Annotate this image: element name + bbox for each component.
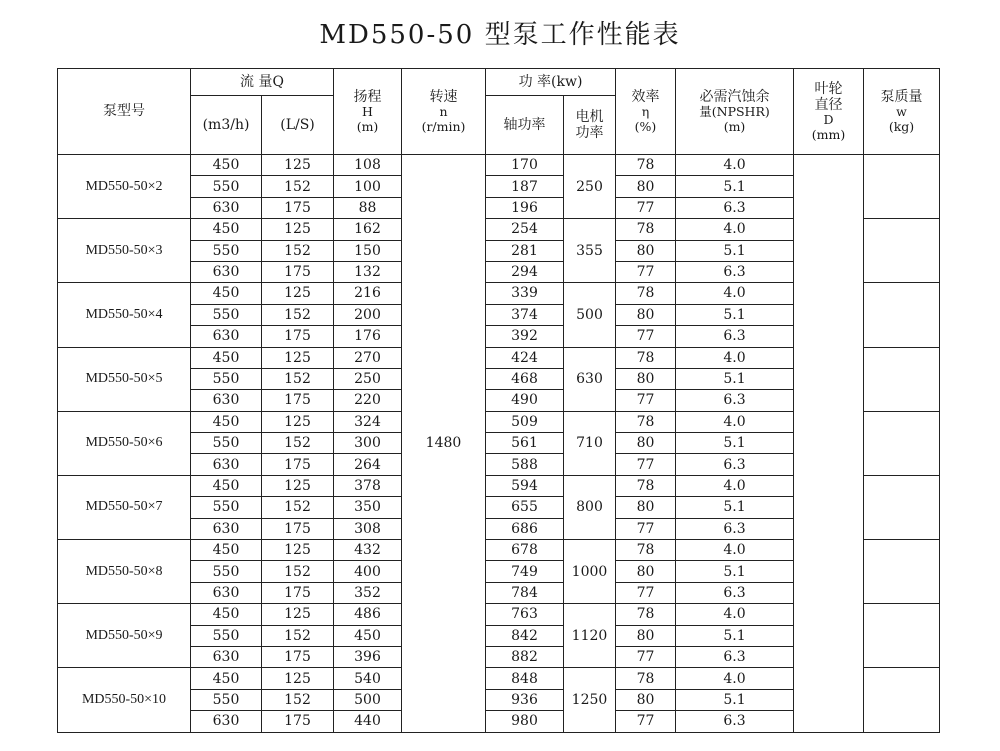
efficiency-cell: 78 xyxy=(616,411,676,432)
shaft-power-cell: 882 xyxy=(486,646,564,667)
head-cell: 200 xyxy=(334,304,402,325)
model-cell: MD550-50×4 xyxy=(58,283,191,347)
head-cell: 100 xyxy=(334,176,402,197)
efficiency-cell: 78 xyxy=(616,155,676,176)
head-cell: 400 xyxy=(334,561,402,582)
shaft-power-cell: 678 xyxy=(486,540,564,561)
efficiency-cell: 77 xyxy=(616,582,676,603)
efficiency-cell: 80 xyxy=(616,176,676,197)
efficiency-cell: 78 xyxy=(616,219,676,240)
efficiency-cell: 78 xyxy=(616,668,676,689)
flow-m3h-cell: 450 xyxy=(191,155,262,176)
efficiency-cell: 80 xyxy=(616,625,676,646)
head-cell: 88 xyxy=(334,197,402,218)
flow-ls-cell: 152 xyxy=(262,561,334,582)
flow-ls-cell: 152 xyxy=(262,240,334,261)
npshr-cell: 4.0 xyxy=(676,283,794,304)
shaft-power-cell: 686 xyxy=(486,518,564,539)
efficiency-cell: 80 xyxy=(616,368,676,389)
shaft-power-cell: 655 xyxy=(486,497,564,518)
model-cell: MD550-50×3 xyxy=(58,219,191,283)
head-cell: 350 xyxy=(334,497,402,518)
head-cell: 440 xyxy=(334,711,402,732)
model-cell: MD550-50×8 xyxy=(58,540,191,604)
flow-ls-cell: 152 xyxy=(262,625,334,646)
head-cell: 396 xyxy=(334,646,402,667)
model-cell: MD550-50×6 xyxy=(58,411,191,475)
header-head: 扬程 H (m) xyxy=(334,69,402,155)
npshr-cell: 6.3 xyxy=(676,197,794,218)
npshr-cell: 6.3 xyxy=(676,646,794,667)
efficiency-cell: 77 xyxy=(616,518,676,539)
motor-power-cell: 1250 xyxy=(564,668,616,732)
motor-power-cell: 800 xyxy=(564,475,616,539)
header-flow-ls: (L/S) xyxy=(262,96,334,155)
head-cell: 250 xyxy=(334,368,402,389)
shaft-power-cell: 842 xyxy=(486,625,564,646)
npshr-cell: 5.1 xyxy=(676,689,794,710)
weight-cell xyxy=(864,347,940,411)
flow-ls-cell: 175 xyxy=(262,518,334,539)
efficiency-cell: 78 xyxy=(616,347,676,368)
shaft-power-cell: 509 xyxy=(486,411,564,432)
flow-m3h-cell: 630 xyxy=(191,582,262,603)
motor-power-cell: 1120 xyxy=(564,604,616,668)
flow-m3h-cell: 550 xyxy=(191,368,262,389)
shaft-power-cell: 196 xyxy=(486,197,564,218)
flow-m3h-cell: 630 xyxy=(191,326,262,347)
npshr-cell: 4.0 xyxy=(676,540,794,561)
head-cell: 132 xyxy=(334,261,402,282)
flow-m3h-cell: 450 xyxy=(191,540,262,561)
efficiency-cell: 78 xyxy=(616,540,676,561)
head-cell: 352 xyxy=(334,582,402,603)
npshr-cell: 4.0 xyxy=(676,475,794,496)
npshr-cell: 4.0 xyxy=(676,411,794,432)
npshr-cell: 6.3 xyxy=(676,582,794,603)
head-cell: 432 xyxy=(334,540,402,561)
flow-m3h-cell: 550 xyxy=(191,561,262,582)
flow-m3h-cell: 450 xyxy=(191,604,262,625)
flow-m3h-cell: 450 xyxy=(191,475,262,496)
flow-ls-cell: 175 xyxy=(262,582,334,603)
flow-m3h-cell: 450 xyxy=(191,668,262,689)
head-cell: 108 xyxy=(334,155,402,176)
weight-cell xyxy=(864,155,940,219)
header-motor-power: 电机 功率 xyxy=(564,96,616,155)
npshr-cell: 6.3 xyxy=(676,711,794,732)
model-cell: MD550-50×5 xyxy=(58,347,191,411)
flow-ls-cell: 125 xyxy=(262,411,334,432)
flow-ls-cell: 125 xyxy=(262,668,334,689)
shaft-power-cell: 490 xyxy=(486,390,564,411)
shaft-power-cell: 588 xyxy=(486,454,564,475)
efficiency-cell: 77 xyxy=(616,390,676,411)
efficiency-cell: 77 xyxy=(616,197,676,218)
efficiency-cell: 77 xyxy=(616,646,676,667)
flow-ls-cell: 175 xyxy=(262,326,334,347)
speed-cell: 1480 xyxy=(402,155,486,733)
npshr-cell: 5.1 xyxy=(676,240,794,261)
flow-m3h-cell: 550 xyxy=(191,625,262,646)
head-cell: 176 xyxy=(334,326,402,347)
weight-cell xyxy=(864,540,940,604)
flow-m3h-cell: 550 xyxy=(191,433,262,454)
shaft-power-cell: 392 xyxy=(486,326,564,347)
model-cell: MD550-50×10 xyxy=(58,668,191,732)
shaft-power-cell: 339 xyxy=(486,283,564,304)
head-cell: 450 xyxy=(334,625,402,646)
motor-power-cell: 250 xyxy=(564,155,616,219)
header-flow: 流 量Q xyxy=(191,69,334,96)
flow-m3h-cell: 630 xyxy=(191,197,262,218)
flow-m3h-cell: 550 xyxy=(191,240,262,261)
motor-power-cell: 630 xyxy=(564,347,616,411)
flow-ls-cell: 175 xyxy=(262,261,334,282)
efficiency-cell: 80 xyxy=(616,433,676,454)
head-cell: 150 xyxy=(334,240,402,261)
head-cell: 486 xyxy=(334,604,402,625)
impeller-cell xyxy=(794,155,864,733)
npshr-cell: 4.0 xyxy=(676,604,794,625)
npshr-cell: 6.3 xyxy=(676,261,794,282)
model-cell: MD550-50×9 xyxy=(58,604,191,668)
efficiency-cell: 80 xyxy=(616,304,676,325)
header-shaft-power: 轴功率 xyxy=(486,96,564,155)
flow-ls-cell: 152 xyxy=(262,304,334,325)
efficiency-cell: 77 xyxy=(616,261,676,282)
efficiency-cell: 78 xyxy=(616,475,676,496)
flow-ls-cell: 152 xyxy=(262,368,334,389)
efficiency-cell: 77 xyxy=(616,711,676,732)
flow-m3h-cell: 550 xyxy=(191,497,262,518)
npshr-cell: 6.3 xyxy=(676,390,794,411)
efficiency-cell: 80 xyxy=(616,240,676,261)
flow-ls-cell: 175 xyxy=(262,197,334,218)
flow-m3h-cell: 550 xyxy=(191,689,262,710)
table-body xyxy=(58,155,940,733)
motor-power-cell: 710 xyxy=(564,411,616,475)
npshr-cell: 6.3 xyxy=(676,454,794,475)
efficiency-cell: 80 xyxy=(616,497,676,518)
motor-power-cell: 1000 xyxy=(564,540,616,604)
flow-ls-cell: 125 xyxy=(262,604,334,625)
head-cell: 308 xyxy=(334,518,402,539)
shaft-power-cell: 763 xyxy=(486,604,564,625)
header-weight: 泵质量 w (kg) xyxy=(864,69,940,155)
shaft-power-cell: 170 xyxy=(486,155,564,176)
flow-ls-cell: 152 xyxy=(262,497,334,518)
shaft-power-cell: 594 xyxy=(486,475,564,496)
head-cell: 324 xyxy=(334,411,402,432)
npshr-cell: 4.0 xyxy=(676,347,794,368)
header-power: 功 率(kw) xyxy=(486,69,616,96)
header-speed: 转速 n (r/min) xyxy=(402,69,486,155)
flow-ls-cell: 152 xyxy=(262,689,334,710)
flow-m3h-cell: 550 xyxy=(191,176,262,197)
flow-ls-cell: 125 xyxy=(262,219,334,240)
shaft-power-cell: 374 xyxy=(486,304,564,325)
flow-ls-cell: 125 xyxy=(262,155,334,176)
flow-m3h-cell: 630 xyxy=(191,390,262,411)
weight-cell xyxy=(864,219,940,283)
header-efficiency: 效率 η (%) xyxy=(616,69,676,155)
performance-table xyxy=(57,68,940,733)
weight-cell xyxy=(864,668,940,732)
npshr-cell: 6.3 xyxy=(676,326,794,347)
header-impeller: 叶轮 直径 D (mm) xyxy=(794,69,864,155)
shaft-power-cell: 936 xyxy=(486,689,564,710)
head-cell: 162 xyxy=(334,219,402,240)
header-model: 泵型号 xyxy=(58,69,191,155)
npshr-cell: 4.0 xyxy=(676,668,794,689)
efficiency-cell: 78 xyxy=(616,604,676,625)
head-cell: 270 xyxy=(334,347,402,368)
table-row xyxy=(58,155,940,176)
efficiency-cell: 78 xyxy=(616,283,676,304)
efficiency-cell: 77 xyxy=(616,326,676,347)
npshr-cell: 4.0 xyxy=(676,219,794,240)
flow-m3h-cell: 630 xyxy=(191,454,262,475)
head-cell: 378 xyxy=(334,475,402,496)
header-npshr: 必需汽蚀余 量(NPSHR) (m) xyxy=(676,69,794,155)
npshr-cell: 5.1 xyxy=(676,433,794,454)
flow-ls-cell: 175 xyxy=(262,646,334,667)
shaft-power-cell: 254 xyxy=(486,219,564,240)
shaft-power-cell: 468 xyxy=(486,368,564,389)
npshr-cell: 5.1 xyxy=(676,368,794,389)
head-cell: 300 xyxy=(334,433,402,454)
head-cell: 220 xyxy=(334,390,402,411)
weight-cell xyxy=(864,604,940,668)
flow-m3h-cell: 630 xyxy=(191,518,262,539)
npshr-cell: 5.1 xyxy=(676,304,794,325)
head-cell: 540 xyxy=(334,668,402,689)
npshr-cell: 5.1 xyxy=(676,561,794,582)
head-cell: 264 xyxy=(334,454,402,475)
flow-m3h-cell: 450 xyxy=(191,283,262,304)
flow-ls-cell: 125 xyxy=(262,540,334,561)
shaft-power-cell: 980 xyxy=(486,711,564,732)
weight-cell xyxy=(864,283,940,347)
flow-m3h-cell: 450 xyxy=(191,347,262,368)
shaft-power-cell: 424 xyxy=(486,347,564,368)
flow-m3h-cell: 630 xyxy=(191,711,262,732)
shaft-power-cell: 561 xyxy=(486,433,564,454)
shaft-power-cell: 749 xyxy=(486,561,564,582)
shaft-power-cell: 281 xyxy=(486,240,564,261)
weight-cell xyxy=(864,411,940,475)
page-title: MD550-50 型泵工作性能表 xyxy=(319,20,681,50)
npshr-cell: 5.1 xyxy=(676,625,794,646)
npshr-cell: 5.1 xyxy=(676,176,794,197)
flow-m3h-cell: 630 xyxy=(191,261,262,282)
flow-m3h-cell: 450 xyxy=(191,411,262,432)
flow-m3h-cell: 450 xyxy=(191,219,262,240)
flow-ls-cell: 152 xyxy=(262,176,334,197)
flow-ls-cell: 125 xyxy=(262,475,334,496)
flow-ls-cell: 125 xyxy=(262,283,334,304)
head-cell: 500 xyxy=(334,689,402,710)
shaft-power-cell: 784 xyxy=(486,582,564,603)
motor-power-cell: 355 xyxy=(564,219,616,283)
shaft-power-cell: 294 xyxy=(486,261,564,282)
flow-m3h-cell: 550 xyxy=(191,304,262,325)
model-cell: MD550-50×7 xyxy=(58,475,191,539)
header-row-1 xyxy=(58,69,940,96)
efficiency-cell: 77 xyxy=(616,454,676,475)
npshr-cell: 4.0 xyxy=(676,155,794,176)
npshr-cell: 5.1 xyxy=(676,497,794,518)
efficiency-cell: 80 xyxy=(616,561,676,582)
flow-ls-cell: 175 xyxy=(262,454,334,475)
flow-ls-cell: 125 xyxy=(262,347,334,368)
flow-ls-cell: 175 xyxy=(262,711,334,732)
weight-cell xyxy=(864,475,940,539)
flow-ls-cell: 152 xyxy=(262,433,334,454)
shaft-power-cell: 848 xyxy=(486,668,564,689)
flow-m3h-cell: 630 xyxy=(191,646,262,667)
head-cell: 216 xyxy=(334,283,402,304)
npshr-cell: 6.3 xyxy=(676,518,794,539)
efficiency-cell: 80 xyxy=(616,689,676,710)
model-cell: MD550-50×2 xyxy=(58,155,191,219)
shaft-power-cell: 187 xyxy=(486,176,564,197)
header-flow-m3h: (m3/h) xyxy=(191,96,262,155)
motor-power-cell: 500 xyxy=(564,283,616,347)
flow-ls-cell: 175 xyxy=(262,390,334,411)
